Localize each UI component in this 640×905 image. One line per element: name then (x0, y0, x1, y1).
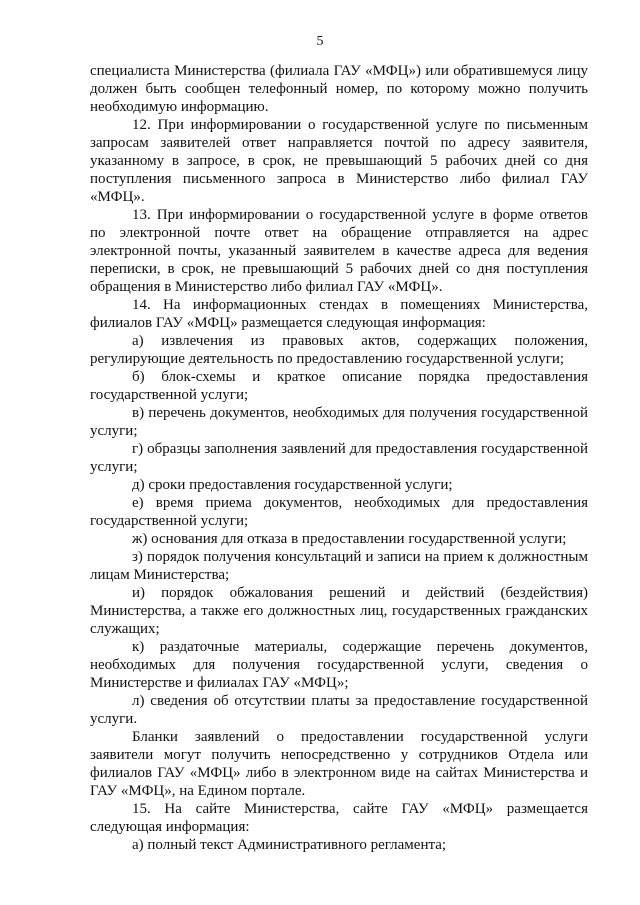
list-item: е) время приема документов, необходимых для предоставления государственной услуги; (90, 495, 588, 529)
list-item: г) образцы заполнения заявлений для предоставления государственной услуги; (90, 441, 588, 475)
list-item: ж) основания для отказа в предоставлении государственной услуги; (132, 531, 567, 547)
paragraph: 15. На сайте Министерства, сайте ГАУ «МФЦ» размещается следующая информация: (90, 801, 588, 835)
list-item: а) полный текст Административного регламента; (132, 837, 447, 853)
paragraph: Бланки заявлений о предоставлении государственной услуги заявители могут получить непосредственно у сотрудников Отдела или филиалов ГАУ «МФЦ» либо в электронном виде на сайтах Министерства и ГАУ «МФЦ», на Едином портале. (90, 729, 588, 799)
list-item: д) сроки предоставления государственной услуги; (132, 477, 453, 493)
list-item: б) блок-схемы и краткое описание порядка предоставления государственной услуги; (90, 369, 588, 403)
document-body (90, 62, 588, 854)
list-item: к) раздаточные материалы, содержащие перечень документов, необходимых для получения государственной услуги, сведения о Министерстве и филиалах ГАУ «МФЦ»; (90, 639, 588, 691)
list-item: в) перечень документов, необходимых для получения государственной услуги; (90, 405, 588, 439)
paragraph: 13. При информировании о государственной услуге в форме ответов по электронной почте ответ на обращение отправляется на адрес электронной почты, указанный заявителем в качестве адреса для ведения переписки, в срок, не превышающий 5 рабочих дней со дня поступления обращения в Министерство либо филиал ГАУ «МФЦ». (90, 207, 588, 295)
page-number: 5 (316, 34, 324, 49)
paragraph: 14. На информационных стендах в помещениях Министерства, филиалов ГАУ «МФЦ» размещается следующая информация: (90, 297, 588, 331)
list-item: л) сведения об отсутствии платы за предоставление государственной услуги. (90, 693, 588, 727)
paragraph: 12. При информировании о государственной услуге по письменным запросам заявителей ответ направляется почтой по адресу заявителя, указанному в запросе, в срок, не превышающий 5 рабочих дней со дня поступления письменного запроса в Министерство либо филиал ГАУ «МФЦ». (90, 117, 588, 205)
paragraph: специалиста Министерства (филиала ГАУ «МФЦ») или обратившемуся лицу должен быть сообщен телефонный номер, по которому можно получить необходимую информацию. (90, 63, 588, 115)
list-item: и) порядок обжалования решений и действий (бездействия) Министерства, а также его должностных лиц, государственных гражданских служащих; (90, 585, 588, 637)
list-item: з) порядок получения консультаций и записи на прием к должностным лицам Министерства; (90, 549, 588, 583)
list-item: а) извлечения из правовых актов, содержащих положения, регулирующие деятельность по предоставлению государственной услуги; (90, 333, 588, 367)
